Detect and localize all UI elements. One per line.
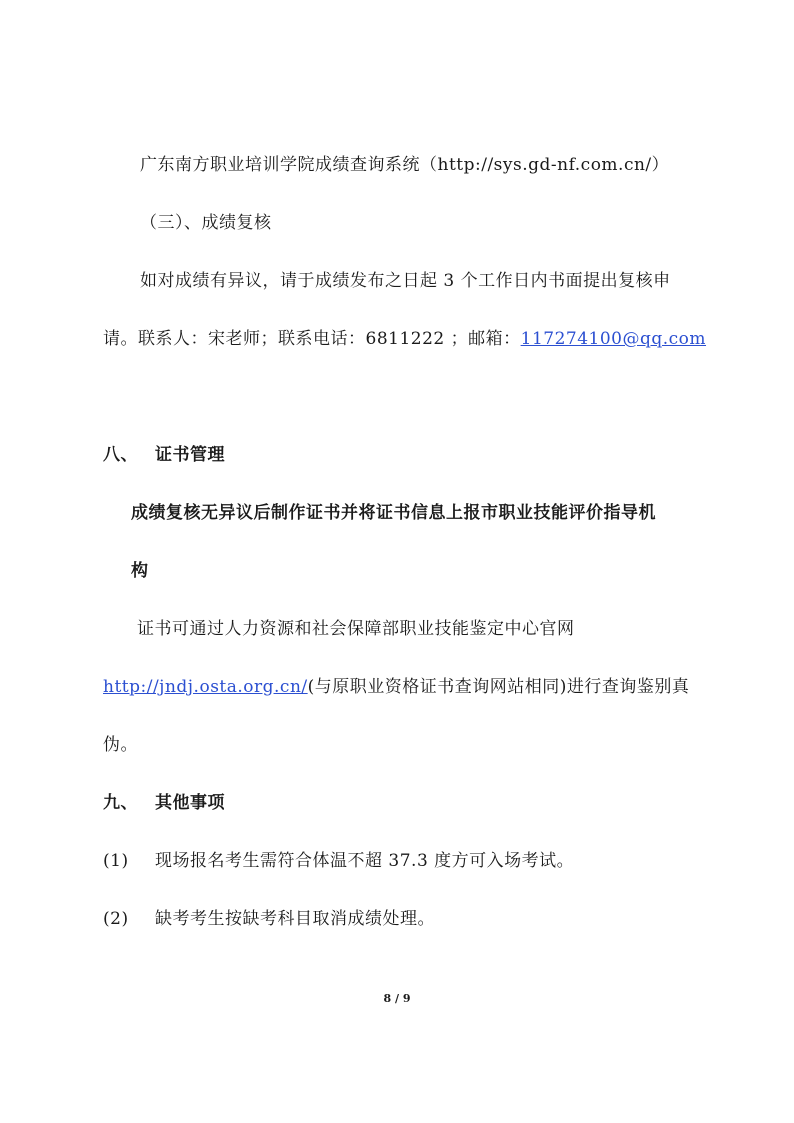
list-item-text: 现场报名考生需符合体温不超 37.3 度方可入场考试。 (155, 851, 575, 871)
section-9-heading (103, 792, 225, 814)
certificate-text-line3: 伪。 (103, 735, 138, 755)
list-item (103, 850, 574, 872)
certificate-text-suffix: (与原职业资格证书查询网站相同)进行查询鉴别真 (307, 677, 690, 697)
certificate-text-line1: 证书可通过人力资源和社会保障部职业技能鉴定中心官网 (137, 619, 575, 639)
query-system-line: 广东南方职业培训学院成绩查询系统（http://sys.gd-nf.com.cn/） (140, 155, 670, 175)
certificate-bold-line2: 构 (131, 561, 149, 581)
osta-website-link[interactable]: http://jndj.osta.org.cn/ (103, 677, 308, 697)
list-item (103, 908, 435, 930)
subsection-title-review: （三）、成绩复核 (140, 213, 272, 233)
section-8-number: 八、 (103, 445, 138, 465)
certificate-bold-line1: 成绩复核无异议后制作证书并将证书信息上报市职业技能评价指导机 (131, 503, 656, 523)
page-number: 8 / 9 (383, 992, 411, 1005)
review-paragraph-line2 (103, 328, 706, 350)
list-item-text: 缺考考生按缺考科目取消成绩处理。 (155, 909, 435, 929)
list-item-number: (1) (103, 851, 129, 871)
email-link[interactable]: 117274100@qq.com (520, 329, 707, 349)
section-8-heading (103, 444, 225, 466)
section-9-title: 其他事项 (155, 793, 225, 813)
list-item-number: (2) (103, 909, 129, 929)
review-paragraph-line1: 如对成绩有异议，请于成绩发布之日起 3 个工作日内书面提出复核申 (140, 271, 671, 291)
contact-info-text: 请。联系人：宋老师；联系电话：6811222 ；邮箱： (103, 329, 521, 349)
section-9-number: 九、 (103, 793, 138, 813)
certificate-text-line2 (103, 676, 689, 698)
section-8-title: 证书管理 (155, 445, 225, 465)
